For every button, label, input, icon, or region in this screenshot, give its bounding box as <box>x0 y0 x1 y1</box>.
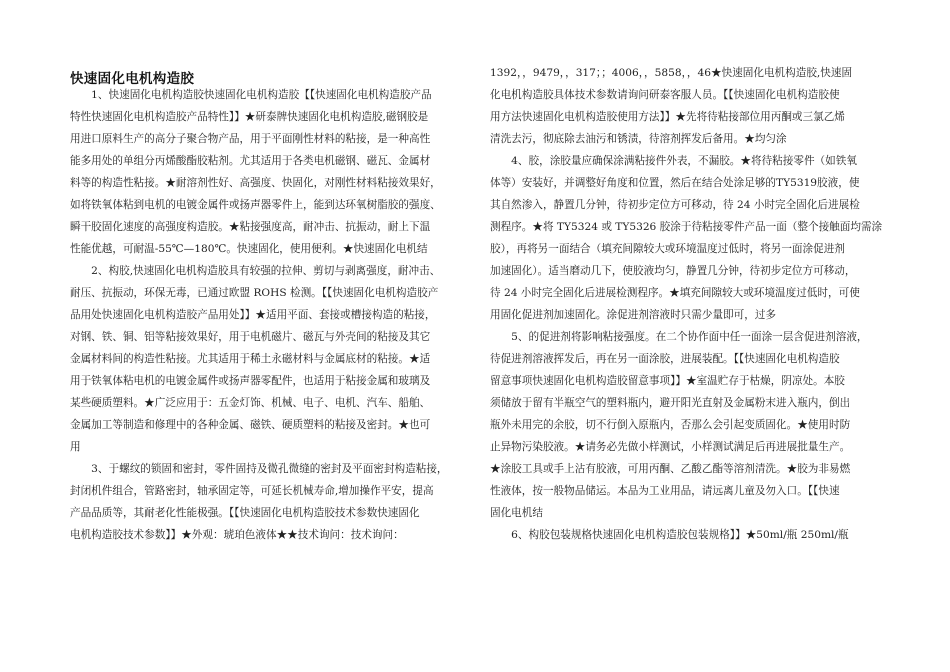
text-line: 封闭机件组合，管路密封，轴承固定等，可延长机械寿命,增加操作平安，提高 <box>70 485 434 497</box>
text-line: 用进口原料生产的高分子聚合物产品，用于平面刚性材料的粘接，是一种高性 <box>70 133 431 145</box>
text-line: 清洗去污，彻底除去油污和锈渍，待溶剂挥发后备用。★均匀涂 <box>490 133 787 145</box>
left-column-body <box>70 84 470 546</box>
text-line: 金属加工等制造和修理中的各种金属、磁铁、硬质塑料的粘接及密封。★也可 <box>70 419 431 431</box>
right-column-body <box>490 62 888 546</box>
text-line: 留意事项快速固化电机构造胶留意事项】】★室温贮存于枯燥，阴凉处。本胶 <box>490 375 845 387</box>
text-line: 2、构胶,快速固化电机构造胶具有较强的拉伸、剪切与剥离强度，耐冲击、 <box>70 265 441 277</box>
text-line: 耐压、抗振动，环保无毒，已通过欧盟 ROHS 检测。【【快速固化电机构造胶产 <box>70 287 439 299</box>
text-line: 1、快速固化电机构造胶快速固化电机构造胶【【快速固化电机构造胶产品 <box>70 89 432 101</box>
text-line: 电机构造胶技术参数】】★外观：琥珀色液体★★技术询问：技术询问： <box>70 529 404 541</box>
text-line: 用于铁氧体粘电机的电镀金属件或扬声器零配件，也适用于粘接金属和玻璃及 <box>70 375 431 387</box>
text-line: 5、的促进剂将影响粘接强度。在二个协作面中任一面涂一层含促进剂溶液， <box>490 331 868 343</box>
text-line: 待促进剂溶液挥发后，再在另一面涂胶，进展装配。【【快速固化电机构造胶 <box>490 353 840 365</box>
text-line: 1392，，9479，，317；；4006，，5858，，46★快速固化电机构造胶,快速固 <box>490 67 853 79</box>
text-line: 化电机构造胶具体技术参数请询问研泰客服人员。【【快速固化电机构造胶使 <box>490 89 840 101</box>
text-line: 能多用处的单组分丙烯酸酯胶粘剂。尤其适用于各类电机磁钢、磁瓦、金属材 <box>70 155 431 167</box>
text-line: 体等）安装好，并调整好角度和位置，然后在结合处涂足够的TY5319胶液，使 <box>490 177 860 189</box>
text-line: 胶），再将另一面结合（填充间隙较大或环境温度过低时，将另一面涂促进剂 <box>490 243 845 255</box>
text-line: 加速固化）。适当磨动几下，使胶液均匀，静置几分钟，待初步定位方可移动， <box>490 265 856 277</box>
text-line: 止异物污染胶液。★请务必先做小样测试，小样测试满足后再进展批量生产。 <box>490 441 851 453</box>
text-line: 用 <box>70 441 81 453</box>
text-line: 测程序。★将 TY5324 或 TY5326 胶涂于待粘接零件产品一面（整个接触面均需涂 <box>490 221 883 233</box>
text-line: 4、胶，涂胶量应确保涂满粘接件外表，不漏胶。★将待粘接零件（如铁氧 <box>490 155 857 167</box>
document-title: 快速固化电机构造胶 <box>70 71 195 87</box>
text-line: 性能优越，可耐温-55℃—180℃。快速固化，使用便利。★快速固化电机结 <box>70 243 428 255</box>
text-line: 其自然渗入，静置几分钟，待初步定位方可移动，待 24 小时完全固化后进展检 <box>490 199 860 211</box>
text-line: 性液体，按一般物品储运。本品为工业用品，请远离儿童及勿入口。【【快速 <box>490 485 840 497</box>
text-line: 须储放于留有半瓶空气的塑料瓶内，避开阳光直射及金属粉末进入瓶内，倒出 <box>490 397 851 409</box>
text-line: 如将铁氧体粘到电机的电镀金属件或扬声器零件上，能到达环氧树脂胶的强度、 <box>70 199 441 211</box>
text-line: 固化电机结 <box>490 507 543 519</box>
text-line: ★涂胶工具或手上沾有胶液，可用丙酮、乙酸乙酯等溶剂清洗。★胶为非易燃 <box>490 463 851 475</box>
text-line: 特性快速固化电机构造胶产品特性】】★研泰牌快速固化电机构造胶,磁钢胶是 <box>70 111 429 123</box>
text-line: 产品品质等，其耐老化性能极强。【【快速固化电机构造胶技术参数快速固化 <box>70 507 420 519</box>
text-line: 用固化促进剂加速固化。涂促进剂溶液时只需少量即可，过多 <box>490 309 777 321</box>
text-line: 品用处快速固化电机构造胶产品用处】】★适用平面、套接或槽接构造的粘接， <box>70 309 436 321</box>
text-line: 瞬干胶固化速度的高强度构造胶。★粘接强度高，耐冲击、抗振动，耐上下温 <box>70 221 431 233</box>
text-line: 料等的构造性粘接。★耐溶剂性好、高强度、快固化，对刚性材料粘接效果好， <box>70 177 441 189</box>
text-line: 用方法快速固化电机构造胶使用方法】】★先将待粘接部位用丙酮或三氯乙烯 <box>490 111 845 123</box>
text-line: 瓶外未用完的余胶，切不行倒入原瓶内，否那么会引起变质固化。★使用时防 <box>490 419 851 431</box>
text-line: 6、构胶包装规格快速固化电机构造胶包装规格】】★50ml/瓶 250ml/瓶 <box>490 529 849 541</box>
text-line: 3、于螺纹的锁固和密封，零件固持及微孔微缝的密封及平面密封构造粘接， <box>70 463 448 475</box>
text-line: 对钢、铁、铜、铝等粘接效果好，用于电机磁片、磁瓦与外壳间的粘接及其它 <box>70 331 431 343</box>
text-line: 某些硬质塑料。★广泛应用于：五金灯饰、机械、电子、电机、汽车、船舶、 <box>70 397 431 409</box>
text-line: 待 24 小时完全固化后进展检测程序。★填充间隙较大或环境温度过低时，可使 <box>490 287 860 299</box>
text-line: 金属材料间的构造性粘接。尤其适用于稀土永磁材料与金属底材的粘接。★适 <box>70 353 431 365</box>
